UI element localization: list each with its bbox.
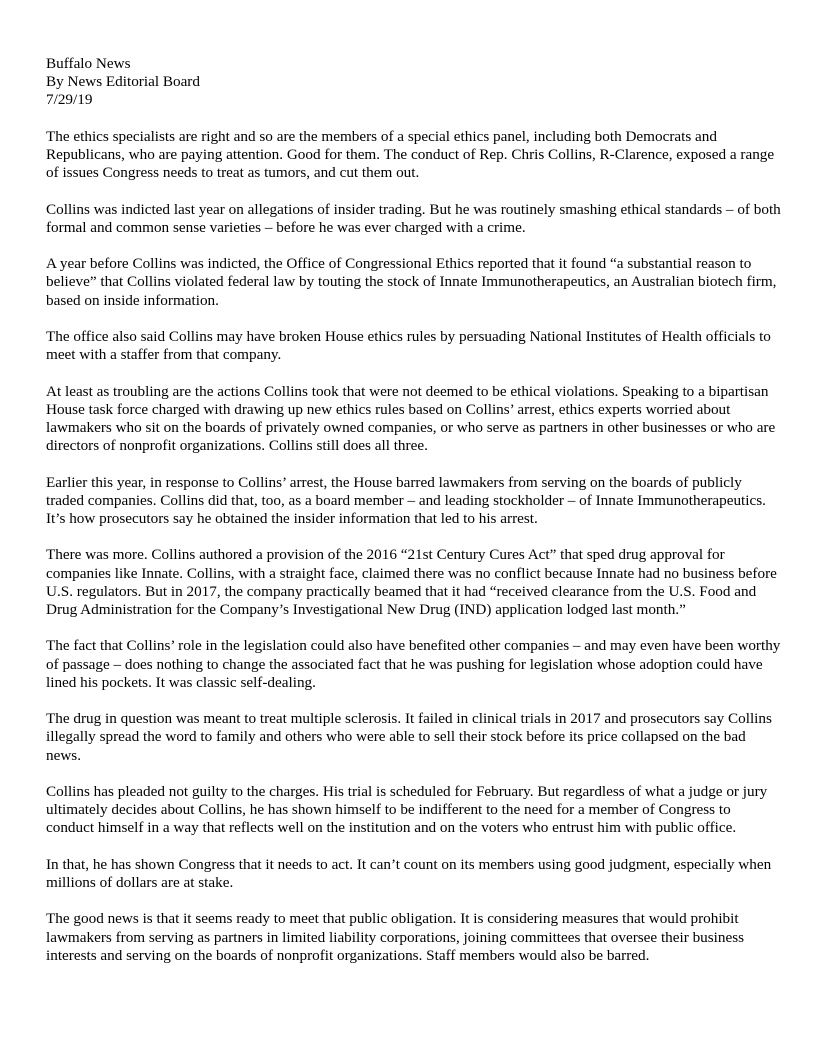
paragraph-11: In that, he has shown Congress that it needs to act. It can’t count on its members using good judgment, especially when millions of dollars are at stake. bbox=[46, 855, 772, 891]
paragraph-12: The good news is that it seems ready to meet that public obligation. It is considering measures that would prohibit lawmakers from serving as partners in limited liability corporations, joining committees that oversee their business interests and serving on the boards of nonprofit organizations. Staff members would also be barred. bbox=[46, 910, 745, 964]
publication-date: 7/29/19 bbox=[46, 91, 93, 109]
article-header bbox=[46, 55, 782, 110]
paragraph-2: Collins was indicted last year on allegations of insider trading. But he was routinely smashing ethical standards – of both formal and common sense varieties – before he was ever charged with a crime. bbox=[46, 200, 781, 236]
paragraph-8: The fact that Collins’ role in the legislation could also have benefited other companies – and may even have been worthy of passage – does nothing to change the associated fact that he was pushing for legislation whose adoption could have lined his pockets. It was classic self-dealing. bbox=[46, 637, 781, 691]
byline: By News Editorial Board bbox=[46, 73, 200, 91]
publication-name: Buffalo News bbox=[46, 55, 131, 72]
paragraph-1: The ethics specialists are right and so are the members of a special ethics panel, including both Democrats and Republicans, who are paying attention. Good for them. The conduct of Rep. Chris Collins, R-Clarence, exposed a range of issues Congress needs to treat as tumors, and cut them out. bbox=[46, 127, 775, 182]
paragraph-5: At least as troubling are the actions Collins took that were not deemed to be ethical violations. Speaking to a bipartisan House task force charged with drawing up new ethics rules based on Collins’ arrest, ethics experts worried about lawmakers who sit on the boards of privately owned companies, or who serve as partners in other businesses or who are directors of nonprofit organizations. Collins still does all three. bbox=[46, 382, 776, 455]
document-page bbox=[46, 55, 782, 965]
paragraph-6: Earlier this year, in response to Collins’ arrest, the House barred lawmakers from serving on the boards of publicly traded companies. Collins did that, too, as a board member – and leading stockholder – of Innate Immunotherapeutics. It’s how prosecutors say he obtained the insider information that led to his arrest. bbox=[46, 473, 766, 527]
paragraph-10: Collins has pleaded not guilty to the charges. His trial is scheduled for February. But regardless of what a judge or jury ultimately decides about Collins, he has shown himself to be indifferent to the need for a member of Congress to conduct himself in a way that reflects well on the institution and on the voters who entrust him with public office. bbox=[46, 782, 768, 837]
paragraph-3: A year before Collins was indicted, the Office of Congressional Ethics reported that it found “a substantial reason to believe” that Collins violated federal law by touting the stock of Innate Immunotherapeutics, an Australian biotech firm, based on inside information. bbox=[46, 255, 777, 309]
paragraph-7: There was more. Collins authored a provision of the 2016 “21st Century Cures Act” that sped drug approval for companies like Innate. Collins, with a straight face, claimed there was no conflict because Innate had no business before U.S. regulators. But in 2017, the company practically beamed that it had “received clearance from the U.S. Food and Drug Administration for the Company’s Investigational New Drug (IND) application lodged last month.” bbox=[46, 546, 777, 618]
paragraph-4: The office also said Collins may have broken House ethics rules by persuading National Institutes of Health officials to meet with a staffer from that company. bbox=[46, 327, 771, 364]
article-body bbox=[46, 128, 782, 965]
paragraph-9: The drug in question was meant to treat multiple sclerosis. It failed in clinical trials in 2017 and prosecutors say Collins illegally spread the word to family and others who were able to sell their stock before its price collapsed on the bad news. bbox=[46, 710, 772, 764]
